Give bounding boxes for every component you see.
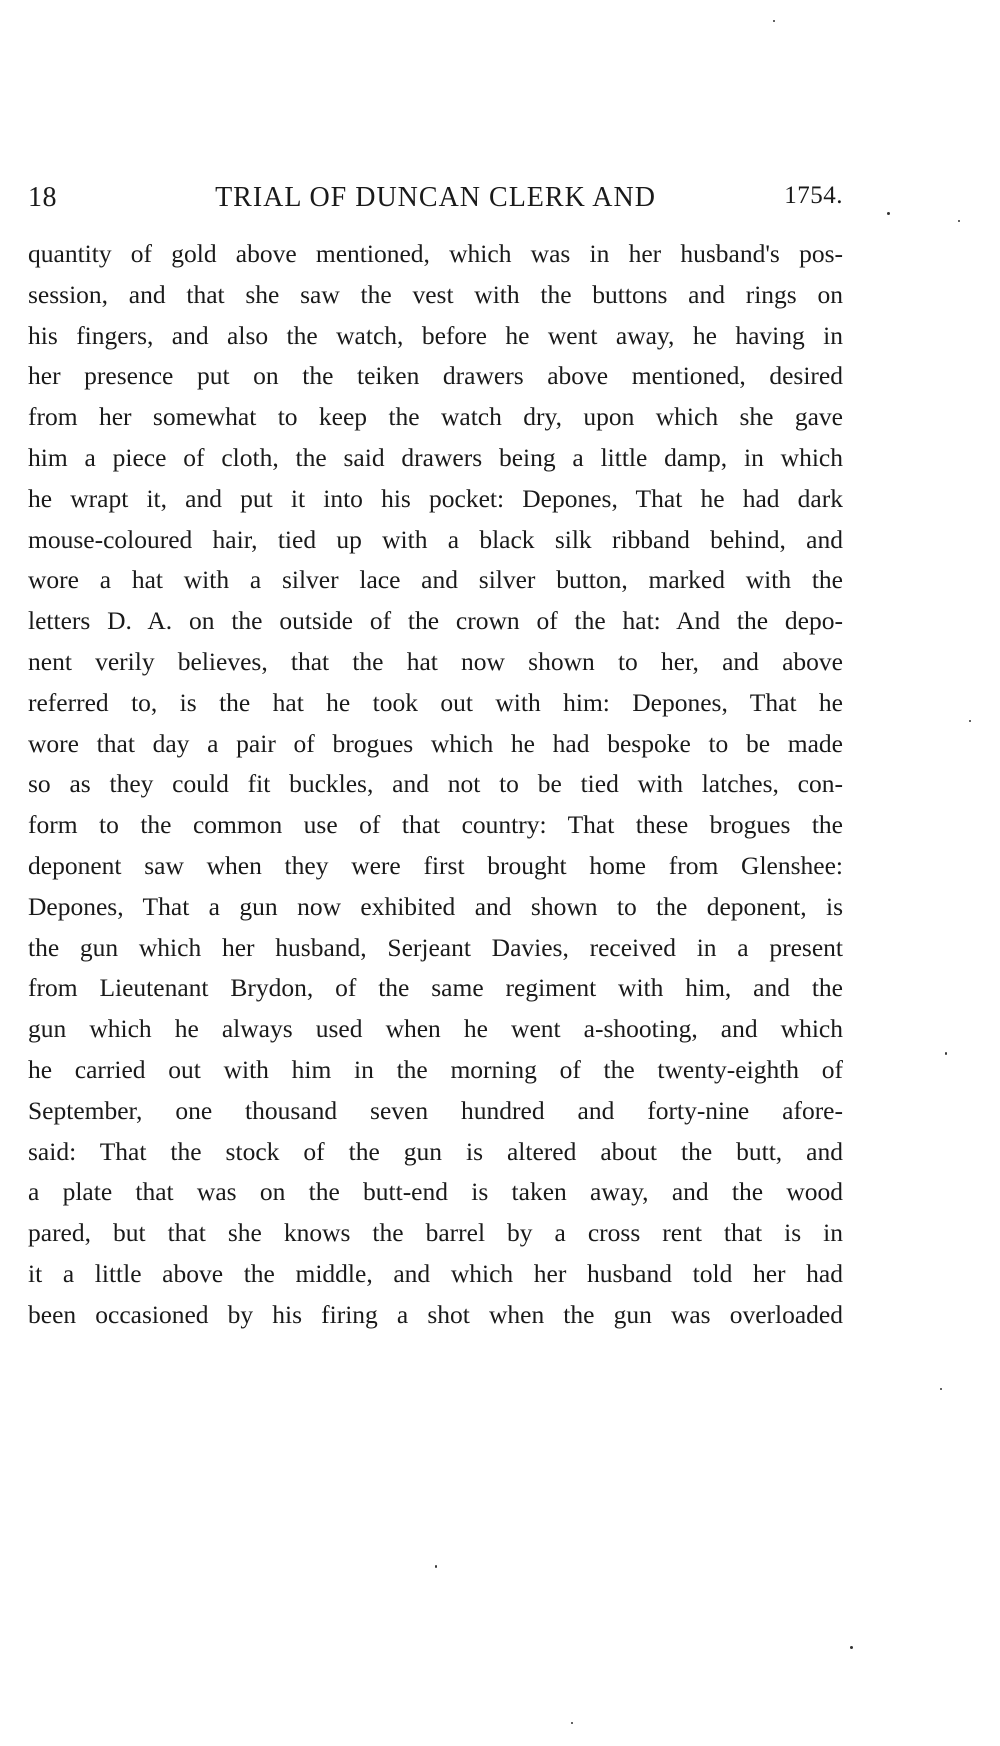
- text-line: September, one thousand seven hundred and forty-nine afore-: [28, 1095, 843, 1125]
- running-header: [28, 182, 843, 222]
- page-number: 18: [28, 182, 57, 213]
- text-line: he carried out with him in the morning of the twenty-eighth of: [28, 1054, 843, 1084]
- body-text: [28, 234, 843, 1336]
- scan-speck: [850, 1646, 853, 1649]
- text-line: him a piece of cloth, the said drawers being a little damp, in which: [28, 442, 843, 472]
- text-line: so as they could fit buckles, and not to be tied with latches, con-: [28, 769, 843, 799]
- text-line: nent verily believes, that the hat now shown to her, and above: [28, 646, 843, 676]
- text-line: letters D. A. on the outside of the crown of the hat: And the depo-: [28, 606, 843, 636]
- text-line: it a little above the middle, and which her husband told her had: [28, 1258, 843, 1288]
- scan-speck: [969, 720, 971, 722]
- scan-speck: [958, 220, 960, 222]
- text-line: the gun which her husband, Serjeant Davies, received in a present: [28, 932, 843, 962]
- text-line: said: That the stock of the gun is altered about the butt, and: [28, 1136, 843, 1166]
- text-line: pared, but that she knows the barrel by a cross rent that is in: [28, 1218, 843, 1248]
- text-line: wore that day a pair of brogues which he had bespoke to be made: [28, 728, 843, 758]
- text-line: a plate that was on the butt-end is taken away, and the wood: [28, 1177, 843, 1207]
- scan-speck: [940, 1388, 942, 1390]
- text-line: quantity of gold above mentioned, which was in her husband's pos-: [28, 239, 843, 268]
- text-line: her presence put on the teiken drawers above mentioned, desired: [28, 361, 843, 391]
- text-line: from Lieutenant Brydon, of the same regiment with him, and the: [28, 973, 843, 1003]
- text-line: he wrapt it, and put it into his pocket: Depones, That he had dark: [28, 483, 843, 513]
- running-title: TRIAL OF DUNCAN CLERK AND: [215, 182, 656, 213]
- text-line: deponent saw when they were first brought home from Glenshee:: [28, 850, 843, 880]
- text-line: form to the common use of that country: That these brogues the: [28, 810, 843, 840]
- scan-speck: [435, 1565, 437, 1568]
- scan-speck: [571, 1722, 573, 1724]
- scan-speck: [945, 1052, 947, 1055]
- text-line: been occasioned by his firing a shot when the gun was overloaded: [28, 1299, 843, 1329]
- text-line: Depones, That a gun now exhibited and shown to the deponent, is: [28, 891, 843, 921]
- text-line: mouse-coloured hair, tied up with a black silk ribband behind, and: [28, 524, 843, 554]
- text-line: gun which he always used when he went a-shooting, and which: [28, 1014, 843, 1044]
- header-year: 1754.: [784, 182, 843, 209]
- text-line: his fingers, and also the watch, before he went away, he having in: [28, 320, 843, 350]
- text-line: wore a hat with a silver lace and silver button, marked with the: [28, 565, 843, 595]
- scan-speck: [887, 212, 890, 215]
- text-line: from her somewhat to keep the watch dry, upon which she gave: [28, 402, 843, 432]
- text-line: session, and that she saw the vest with the buttons and rings on: [28, 279, 843, 309]
- text-line: referred to, is the hat he took out with him: Depones, That he: [28, 687, 843, 717]
- scan-speck: [773, 20, 775, 22]
